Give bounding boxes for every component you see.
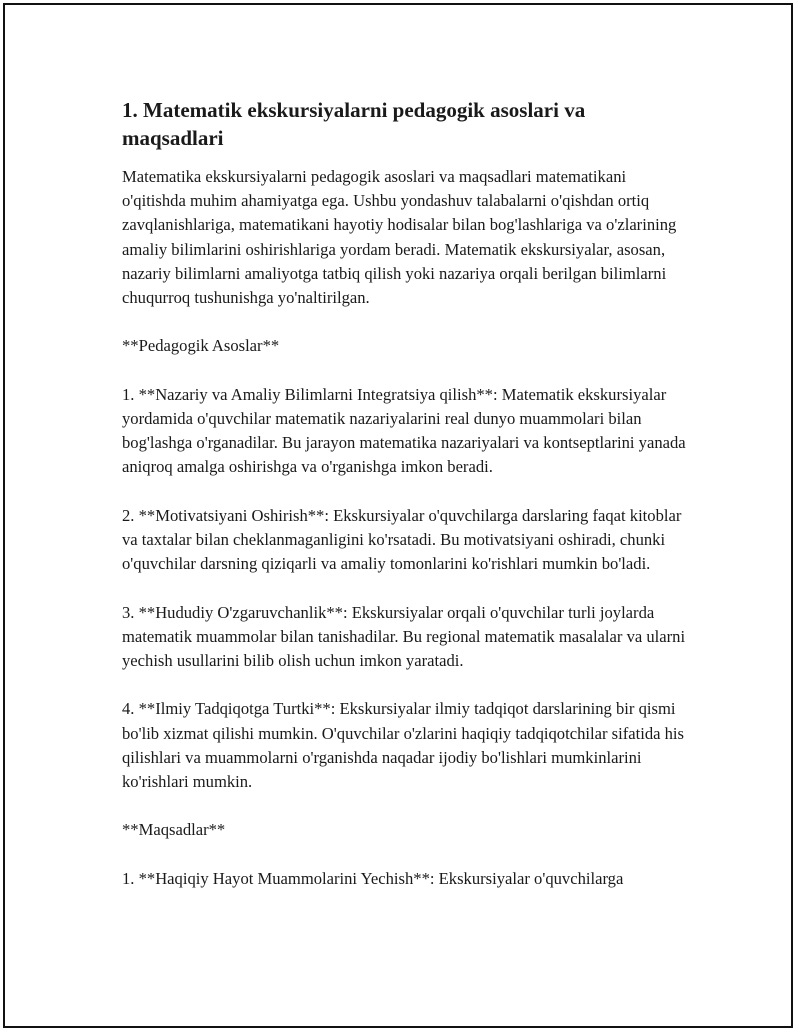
- subheading-pedagogical-foundations: **Pedagogik Asoslar**: [122, 336, 280, 356]
- intro-paragraph: Matematika ekskursiyalarni pedagogik asoslari va maqsadlari matematikani o'qitishda muhim ahamiyatga ega. Ushbu yondashuv talabalarni o'qishdan ortiq zavqlanishlariga, matematikani hayotiy hodisalar bilan bog'lashlariga va o'zlarining amaliy bilimlarini oshirishlariga yordam beradi. Matematik ekskursiyalar, asosan, nazariy bilimlarni amaliyotga tatbiq qilish yoki nazariya orqali berilgan bilimlarni chuqurroq tushunishga yo'naltirilgan.: [122, 167, 677, 308]
- list-item-motivation: 2. **Motivatsiyani Oshirish**: Ekskursiyalar o'quvchilarga darslaring faqat kitoblar va taxtalar bilan cheklanmaganligini ko'rsatadi. Bu motivatsiyani oshiradi, chunki o'quvchilar darsning qiziqarli va amaliy tomonlarini ko'rishlari mumkin bo'ladi.: [122, 505, 682, 574]
- section-title: 1. Matematik ekskursiyalarni pedagogik asoslari va maqsadlari: [122, 98, 586, 150]
- list-item-integration: 1. **Nazariy va Amaliy Bilimlarni Integratsiya qilish**: Matematik ekskursiyalar yordamida o'quvchilar matematik nazariyalarini real dunyo muammolari bilan bog'lashga o'rganadilar. Bu jarayon matematika nazariyalari va kontseptlarini yanada aniqroq amalga oshirishga va o'rganishga imkon beradi.: [122, 384, 686, 477]
- list-item-research: 4. **Ilmiy Tadqiqotga Turtki**: Ekskursiyalar ilmiy tadqiqot darslarining bir qismi bo'lib xizmat qilishi mumkin. O'quvchilar o'zlarini haqiqiy tadqiqotchilar sifatida his qilishlari va muammolarni o'rganishda naqadar ijodiy bo'lishlari mumkinlarini ko'rishlari mumkin.: [122, 699, 684, 791]
- document-body: [122, 96, 688, 891]
- list-item-real-life-problems: 1. **Haqiqiy Hayot Muammolarini Yechish**: Ekskursiyalar o'quvchilarga: [122, 868, 624, 888]
- subheading-goals: **Maqsadlar**: [122, 820, 226, 840]
- list-item-regional-variation: 3. **Hududiy O'zgaruvchanlik**: Ekskursiyalar orqali o'quvchilar turli joylarda matematik muammolar bilan tanishadilar. Bu regional matematik masalalar va ularni yechish usullarini bilib olish uchun imkon yaratadi.: [122, 602, 686, 670]
- page-frame: [3, 3, 793, 1028]
